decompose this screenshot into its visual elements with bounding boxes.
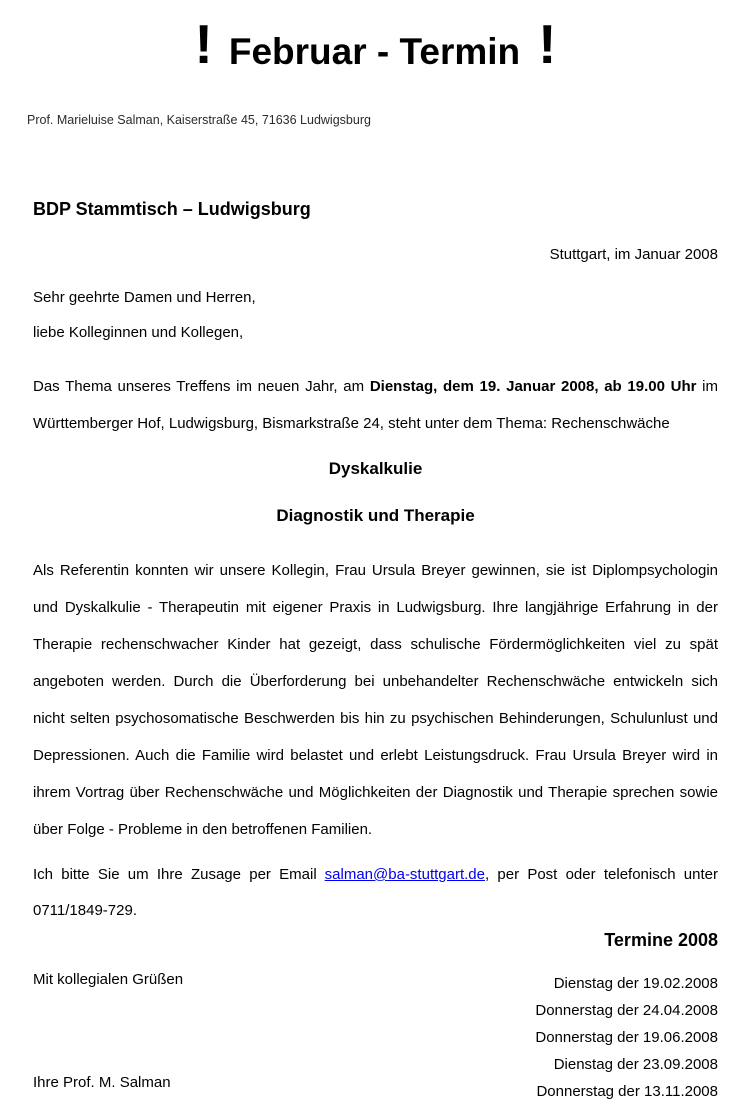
page-title [33,13,718,79]
title-text: Februar - Termin [228,31,521,72]
letter-heading: BDP Stammtisch – Ludwigsburg [33,199,311,219]
signature: Ihre Prof. M. Salman [33,1074,171,1091]
letter-footer [33,970,718,1100]
date-item: Donnerstag der 19.06.2008 [535,1029,718,1046]
date-item: Dienstag der 19.02.2008 [553,975,718,992]
intro-paragraph [33,368,718,442]
intro-text-after: im Württemberger Hof, Ludwigsburg, Bismarkstraße 24, steht unter dem Thema: Rechenschwäche [33,378,719,432]
date-item: Dienstag der 23.09.2008 [553,1056,718,1073]
termine-heading: Termine 2008 [604,930,718,950]
dateline: Stuttgart, im Januar 2008 [549,246,718,263]
title-exclamation-left: ! [194,13,213,75]
termine-list [535,970,718,1100]
email-link[interactable]: salman@ba-stuttgart.de [324,866,485,883]
body-paragraph: Als Referentin konnten wir unsere Kollegin, Frau Ursula Breyer gewinnen, sie ist Diplompsychologin und Dyskalkulie - Therapeutin mit eigener Praxis in Ludwigsburg. Ihre langjährige Erfahrung in der Therapie rechenschwacher Kinder hat gezeigt, dass schulische Fördermöglichkeiten viel zu spät angeboten werden. Durch die Überforderung bei unbehandelter Rechenschwäche entwickeln sich nicht selten psychosomatische Beschwerden bis hin zu psychischen Behinderungen, Schulunlust und Depressionen. Auch die Familie wird belastet und erlebt Leistungsdruck. Frau Ursula Breyer wird in ihrem Vortrag über Rechenschwäche und Möglichkeiten der Diagnostik und Therapie sprechen sowie über Folge - Probleme in den betroffenen Familien. [33,562,718,838]
date-item: Donnerstag der 13.11.2008 [536,1083,718,1100]
salutation-line-2: liebe Kolleginnen und Kollegen, [33,324,244,341]
letter-page [0,13,750,1100]
salutation-line-1: Sehr geehrte Damen und Herren, [33,289,256,306]
title-exclamation-right: ! [538,13,557,75]
date-item: Donnerstag der 24.04.2008 [535,1002,718,1019]
meeting-datetime-bold: Dienstag, dem 19. Januar 2008, ab 19.00 Uhr [369,378,697,395]
sender-line: Prof. Marieluise Salman, Kaiserstraße 45, 71636 Ludwigsburg [27,113,371,127]
rsvp-text-after: , per Post oder telefonisch unter 0711/1849-729. [33,866,718,919]
closing-block [33,970,183,1092]
subject-line-1: Dyskalkulie [328,459,423,478]
closing-salutation: Mit kollegialen Grüßen [33,971,184,988]
intro-text-before: Das Thema unseres Treffens im neuen Jahr, am [33,378,370,395]
subject-line-2: Diagnostik und Therapie [276,506,475,525]
rsvp-paragraph [33,857,718,929]
rsvp-text-before: Ich bitte Sie um Ihre Zusage per Email [33,866,317,883]
